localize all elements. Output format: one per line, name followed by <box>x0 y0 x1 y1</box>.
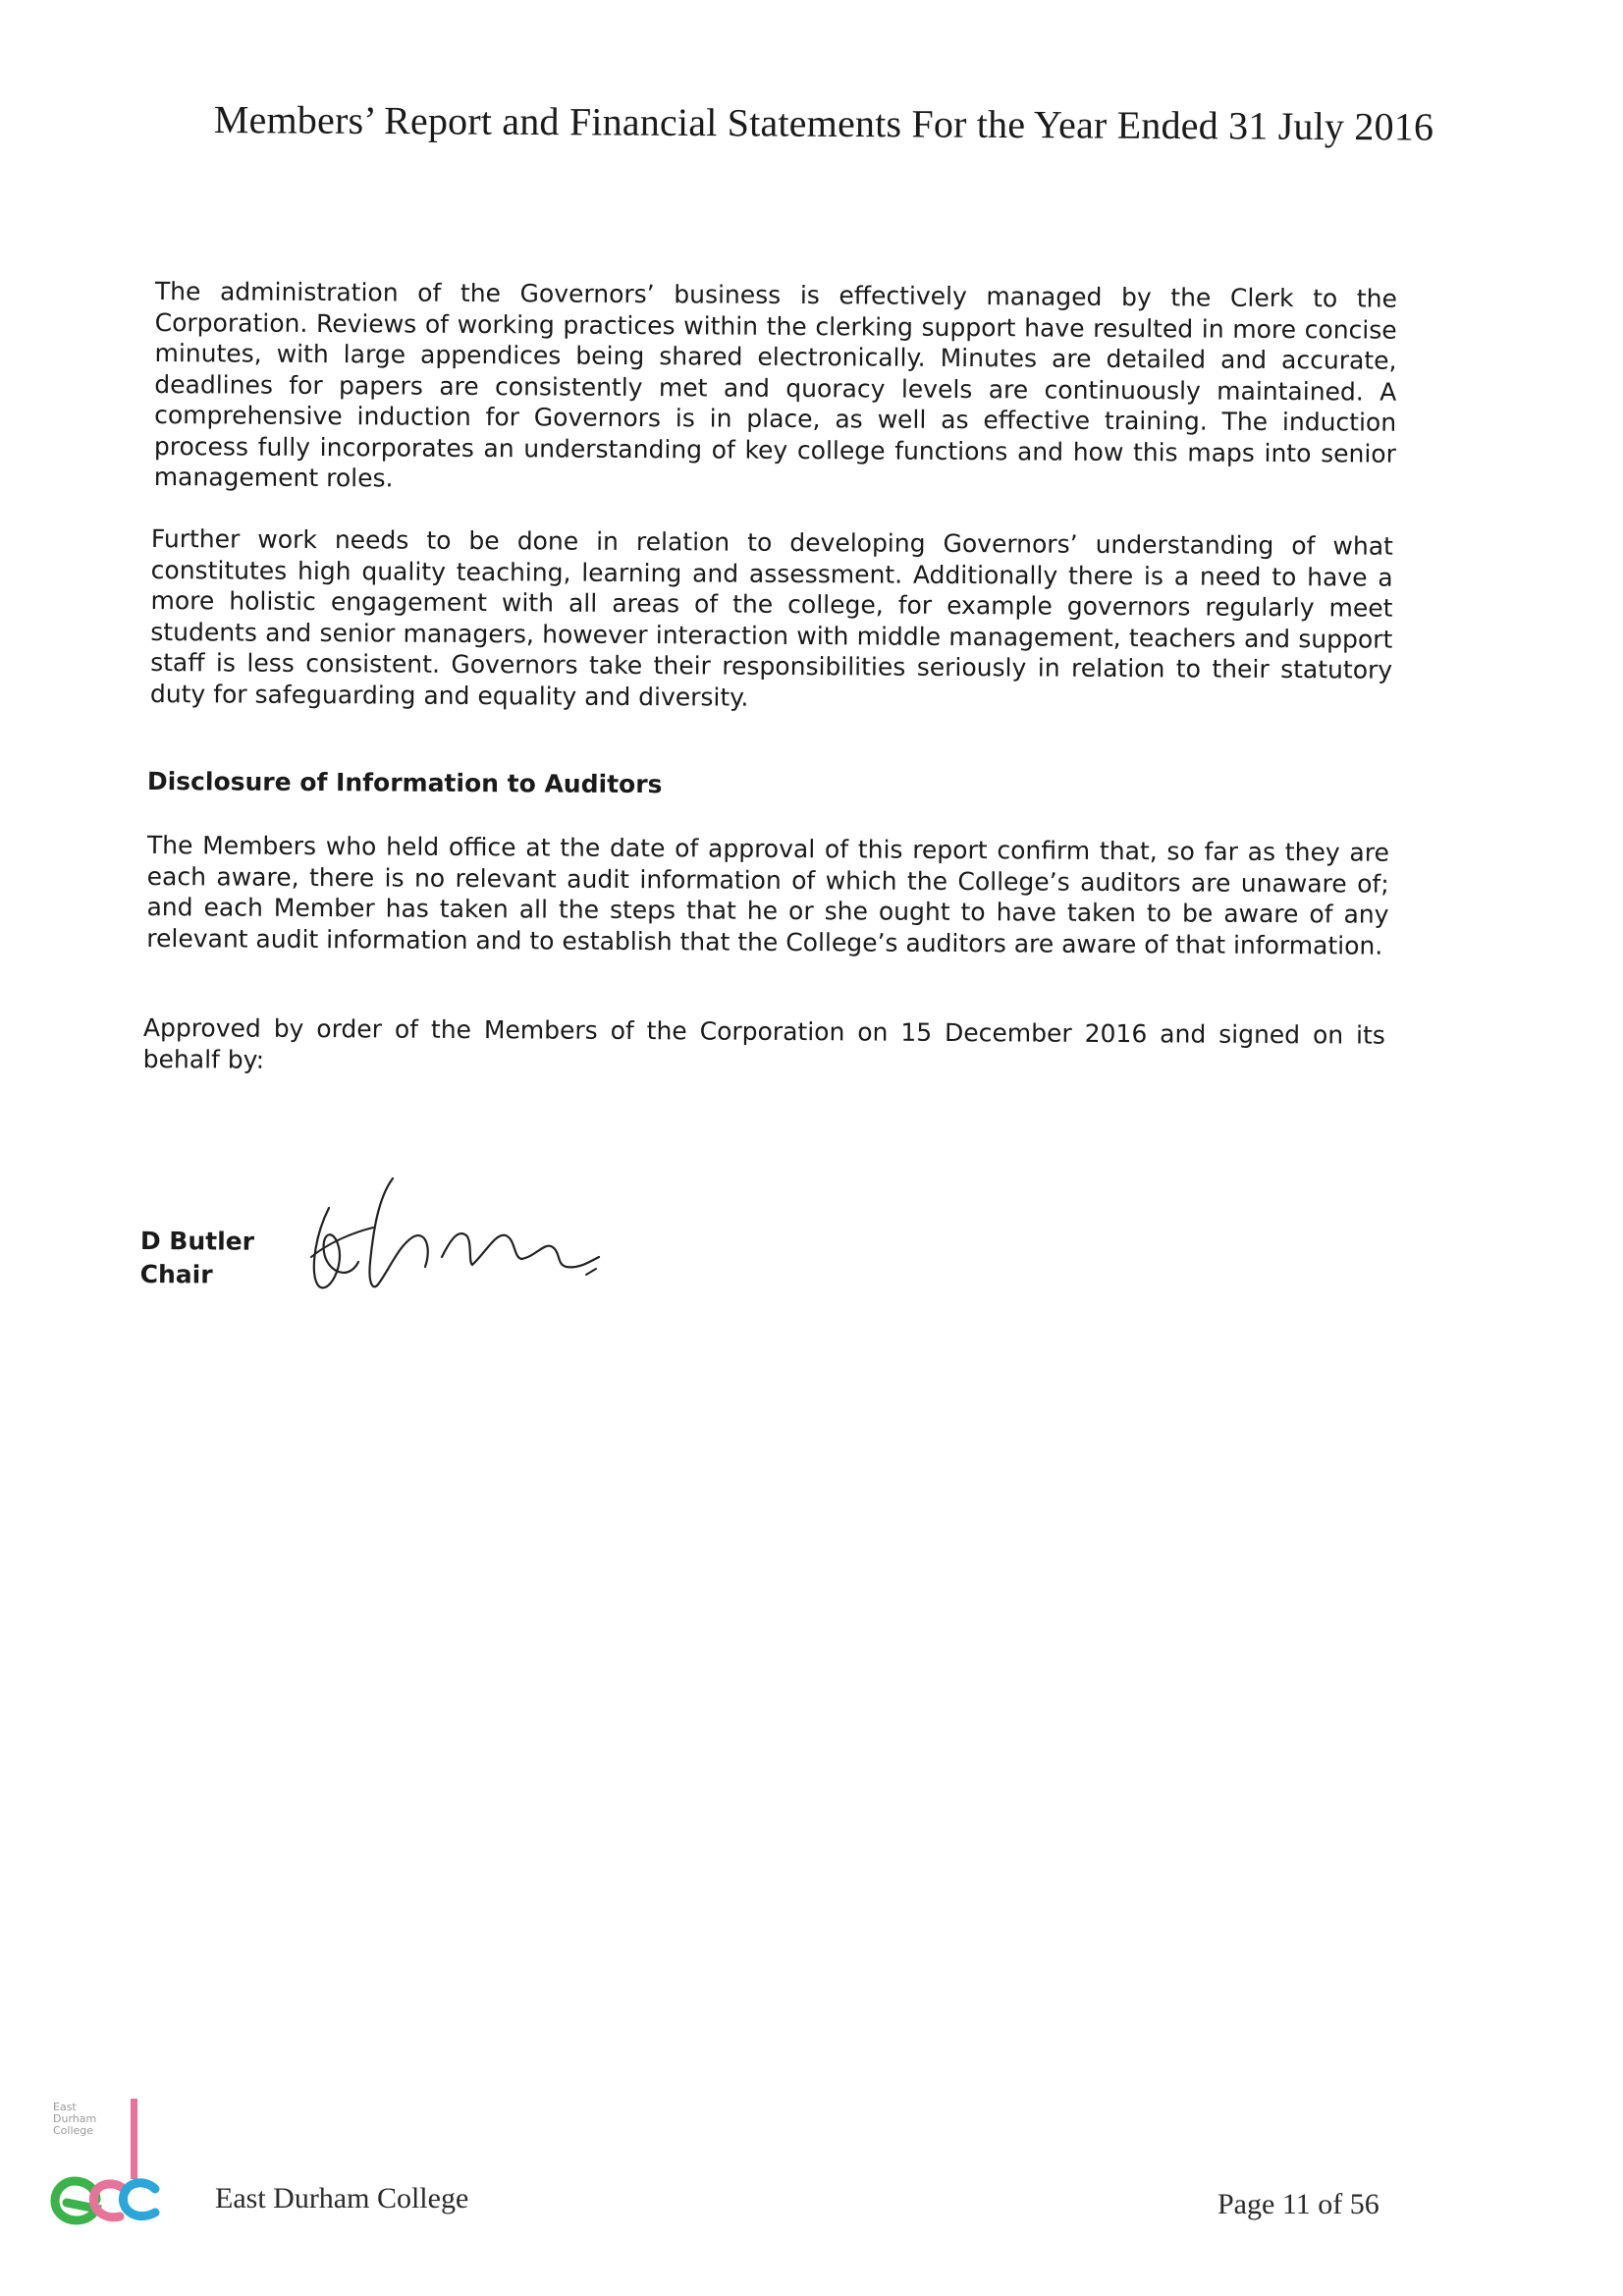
section-heading-disclosure: Disclosure of Information to Auditors <box>146 767 663 799</box>
footer-college-name: East Durham College <box>215 2182 469 2214</box>
college-logo <box>49 2097 167 2234</box>
page-header-title: Members’ Report and Financial Statements For the Year Ended 31 July 2016 <box>213 96 1434 149</box>
signatory-name: D Butler <box>139 1227 255 1256</box>
signatory-role: Chair <box>139 1259 213 1289</box>
paragraph-approval: Approved by order of the Members of the Corporation on 15 December 2016 and signed on its behalf by: <box>142 1013 1385 1074</box>
paragraph-governor-development: Further work needs to be done in relation to developing Governors’ understanding of what constitutes high quality teaching, learning and assessment. Additionally there is a need to have a more holistic engagement with all areas of the college, for example governors regularly meet students and senior managers, however interaction with middle management, teachers and support staff is less consistent. Governors take their responsibilities seriously in relation to their statutory duty for safeguarding and equality and diversity. <box>149 524 1393 712</box>
paragraph-disclosure: The Members who held office at the date of approval of this report confirm that, so far as they are each aware, there is no relevant audit information of which the College’s auditors are unaware of; and each Member has taken all the steps that he or she ought to have taken to be aware of any relevant audit information and to establish that the College’s auditors are aware of that information. <box>146 831 1389 960</box>
paragraph-clerk-administration: The administration of the Governors’ business is effectively managed by the Clerk to the Corporation. Reviews of working practices within the clerking support have resulted in more concise minutes, with large appendices being shared electronically. Minutes are detailed and accurate, deadlines for papers are consistently met and quoracy levels are continuously maintained. A comprehensive induction for Governors is in place, as well as effective training. The induction process fully incorporates an understanding of key college functions and how this maps into senior management roles. <box>153 276 1397 493</box>
footer-page-number: Page 11 of 56 <box>1217 2188 1380 2220</box>
logo-monogram-graphic <box>49 2097 167 2234</box>
signatory-block <box>140 1225 255 1292</box>
handwritten-signature <box>299 1159 623 1306</box>
logo-wordmark: East Durham College <box>53 2101 97 2137</box>
